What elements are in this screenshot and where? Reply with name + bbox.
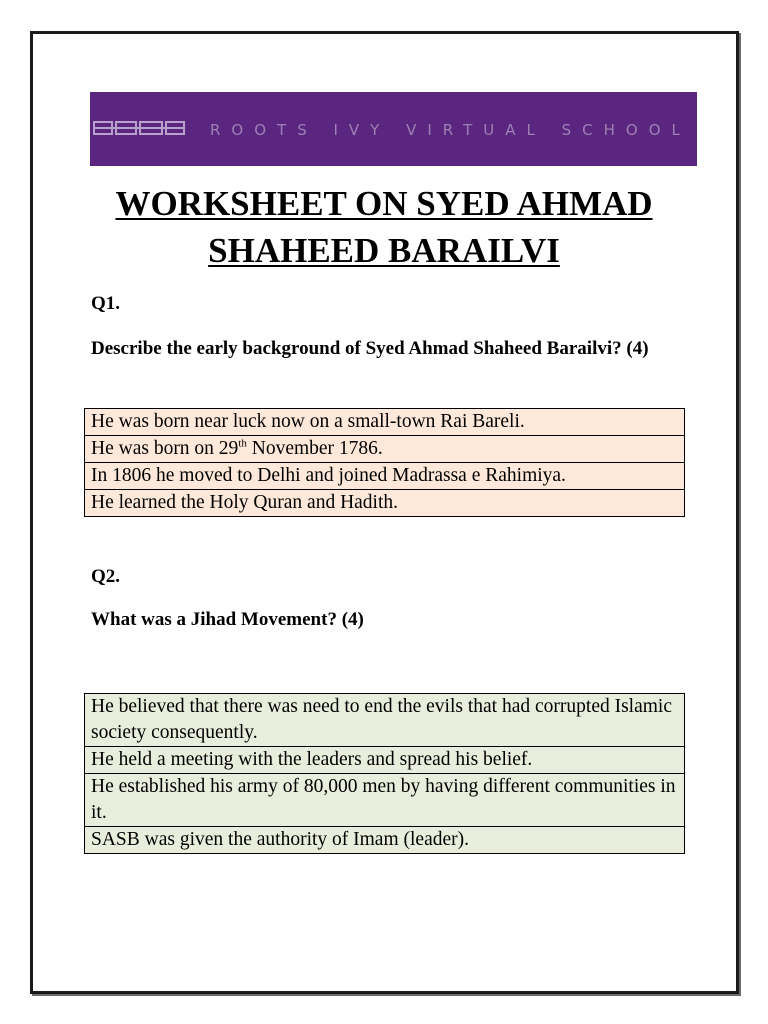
q2-answer-4: SASB was given the authority of Imam (leader). bbox=[85, 827, 685, 854]
table-row bbox=[85, 774, 685, 827]
table-row bbox=[85, 747, 685, 774]
q2-text: What was a Jihad Movement? (4) bbox=[91, 609, 364, 630]
table-row bbox=[85, 463, 685, 490]
table-row bbox=[85, 694, 685, 747]
q2-answer-table bbox=[84, 693, 685, 854]
title-line-2: SHAHEED BARAILVI bbox=[208, 231, 560, 270]
q2-answer-3: He established his army of 80,000 men by having different communities in it. bbox=[85, 774, 685, 827]
table-row bbox=[85, 490, 685, 517]
table-row bbox=[85, 436, 685, 463]
q1-text: Describe the early background of Syed Ahmad Shaheed Barailvi? (4) bbox=[91, 338, 649, 359]
table-row bbox=[85, 827, 685, 854]
q2-answer-1: He believed that there was need to end the evils that had corrupted Islamic society consequently. bbox=[85, 694, 685, 747]
banner-school-name: ROOTS IVY VIRTUAL SCHOOL bbox=[210, 121, 691, 139]
school-banner bbox=[90, 92, 697, 166]
worksheet-title bbox=[40, 180, 728, 274]
school-logo-icon bbox=[90, 92, 697, 166]
title-line-1: WORKSHEET ON SYED AHMAD bbox=[115, 184, 653, 223]
q1-answer-2: He was born on 29th November 1786. bbox=[85, 436, 685, 463]
q1-answer-1: He was born near luck now on a small-town Rai Bareli. bbox=[85, 409, 685, 436]
q1-number: Q1. bbox=[91, 293, 121, 314]
q1-answer-4: He learned the Holy Quran and Hadith. bbox=[85, 490, 685, 517]
q2-number: Q2. bbox=[91, 566, 121, 587]
q2-answer-2: He held a meeting with the leaders and spread his belief. bbox=[85, 747, 685, 774]
q1-answer-3: In 1806 he moved to Delhi and joined Madrassa e Rahimiya. bbox=[85, 463, 685, 490]
q1-answer-table bbox=[84, 408, 685, 517]
table-row bbox=[85, 409, 685, 436]
